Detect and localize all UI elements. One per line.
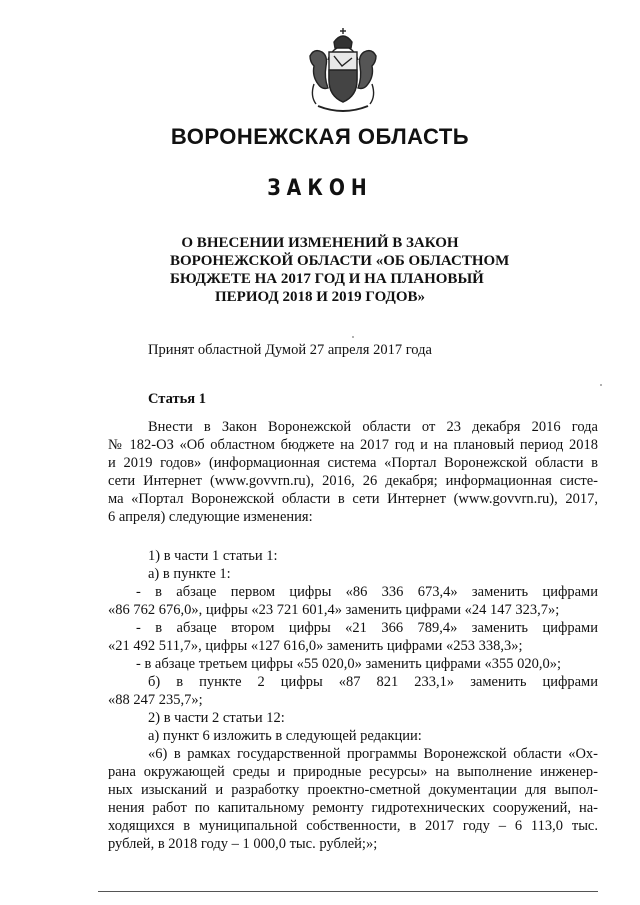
paragraph-line: и 2019 годов» (информационная система «Портал Воронежской области в: [108, 455, 598, 471]
amendment-line: - в абзаце третьем цифры «55 020,0» заменить цифрами «355 020,0»;: [136, 656, 562, 672]
amendment-line: рублей, в 2018 году – 1 000,0 тыс. рублей;»;: [108, 836, 378, 852]
amendment-line: - в абзаце втором цифры «21 366 789,4» заменить цифрами: [136, 620, 598, 636]
amendment-line: ходящихся в муниципальной собственности, в 2017 году – 6 113,0 тыс.: [108, 818, 598, 834]
law-title: [170, 234, 510, 306]
paragraph-line: Внести в Закон Воронежской области от 23 декабря 2016 года: [148, 419, 598, 435]
paragraph-line: 6 апреля) следующие изменения:: [108, 509, 313, 525]
law-title-line: ВОРОНЕЖСКОЙ ОБЛАСТИ «ОБ ОБЛАСТНОМ: [170, 253, 510, 269]
amendment-line: 2) в части 2 статьи 12:: [148, 710, 285, 726]
amendment-line: «21 492 511,7», цифры «127 616,0» заменить цифрами «253 338,3»;: [108, 638, 523, 654]
amendment-line: рана окружающей среды и природные ресурсы» на выполнение инженер-: [108, 764, 598, 780]
paragraph-line: ма «Портал Воронежской области в сети Интернет (www.govvrn.ru), 2017,: [108, 491, 598, 507]
region-title: ВОРОНЕЖСКАЯ ОБЛАСТЬ: [170, 124, 470, 149]
amendment-line: б) в пункте 2 цифры «87 821 233,1» заменить цифрами: [148, 674, 598, 690]
document-type: ЗАКОН: [267, 176, 373, 201]
amendment-line: а) в пункте 1:: [148, 566, 231, 582]
footer-rule: [98, 891, 598, 892]
amendment-line: ных изысканий и разработку проектно-сметной документации для выпол-: [108, 782, 598, 798]
amendment-line: нения работ по капитальному ремонту гидротехнических сооружений, на-: [108, 800, 598, 816]
paragraph-line: сети Интернет (www.govvrn.ru), 2016, 26 декабря; информационная систе-: [108, 473, 598, 489]
article-title: Статья 1: [148, 391, 206, 407]
amendment-line: а) пункт 6 изложить в следующей редакции:: [148, 728, 422, 744]
scan-speck: [352, 336, 354, 338]
amendment-line: «86 762 676,0», цифры «23 721 601,4» заменить цифрами «24 147 323,7»;: [108, 602, 560, 618]
scan-speck: [600, 384, 602, 386]
amendment-line: - в абзаце первом цифры «86 336 673,4» заменить цифрами: [136, 584, 598, 600]
law-title-line: БЮДЖЕТЕ НА 2017 ГОД И НА ПЛАНОВЫЙ: [170, 271, 484, 287]
adoption-statement: Принят областной Думой 27 апреля 2017 года: [148, 342, 432, 358]
coat-of-arms-icon: [304, 26, 382, 114]
paragraph-line: № 182-ОЗ «Об областном бюджете на 2017 год и на плановый период 2018: [108, 437, 598, 453]
amendment-line: «88 247 235,7»;: [108, 692, 203, 708]
amendment-line: 1) в части 1 статьи 1:: [148, 548, 278, 564]
law-title-line: О ВНЕСЕНИИ ИЗМЕНЕНИЙ В ЗАКОН: [181, 235, 459, 251]
law-title-line: ПЕРИОД 2018 И 2019 ГОДОВ»: [215, 289, 425, 305]
amendment-line: «6) в рамках государственной программы Воронежской области «Ох-: [148, 746, 598, 762]
